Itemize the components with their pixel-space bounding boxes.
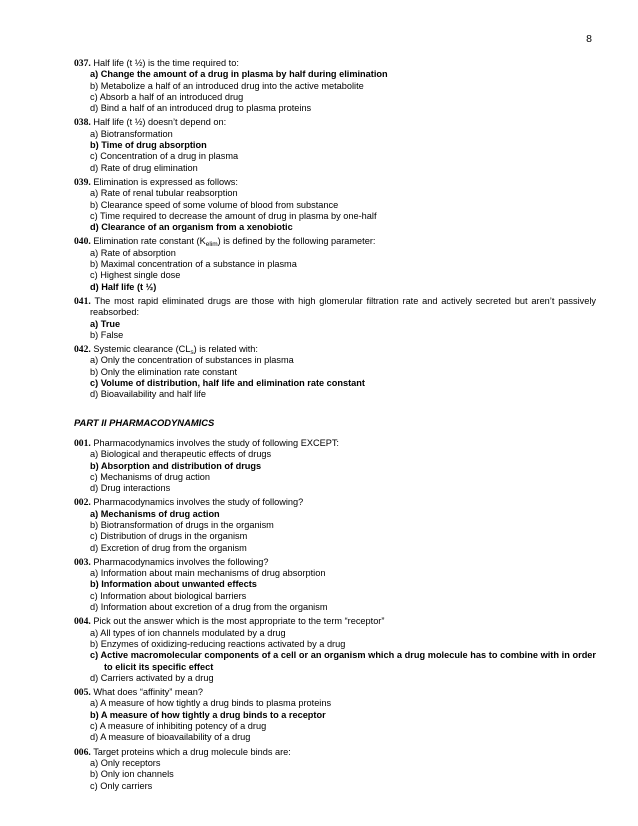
answer-option [74, 259, 596, 270]
question-text: What does “affinity” mean? [93, 687, 203, 698]
answer-option [74, 628, 596, 639]
answer-option [74, 781, 596, 792]
question-stem [74, 117, 596, 128]
answer-option [74, 602, 596, 613]
answer-option [74, 732, 596, 743]
answer-text: b) Only ion channels [90, 769, 174, 780]
question-item [74, 497, 596, 553]
answer-text: c) Absorb a half of an introduced drug [90, 91, 244, 102]
question-stem [74, 438, 596, 449]
question-item [74, 616, 596, 684]
answer-text: d) Drug interactions [90, 483, 171, 494]
answer-option [74, 355, 596, 366]
answer-option [74, 472, 596, 483]
answer-text: c) Mechanisms of drug action [90, 471, 210, 482]
answer-text: a) Biological and therapeutic effects of drugs [90, 449, 272, 460]
question-item [74, 747, 596, 792]
answer-option [74, 449, 596, 460]
answer-text: c) Highest single dose [90, 270, 181, 281]
question-subscript: elim [205, 241, 218, 249]
question-text: The most rapid eliminated drugs are those with high glomerular filtration rate and actively secreted but aren’t passively reabsorbed: [90, 295, 596, 318]
answer-text: d) Carriers activated by a drug [90, 672, 214, 683]
answer-option-correct [74, 461, 596, 472]
answer-text: b) False [90, 329, 124, 340]
answer-option [74, 758, 596, 769]
question-item [74, 344, 596, 400]
answer-text: b) Enzymes of oxidizing-reducing reactions activated by a drug [90, 638, 346, 649]
question-text: Pick out the answer which is the most appropriate to the term “receptor” [93, 616, 385, 627]
question-text: Systemic clearance (CL [93, 344, 191, 355]
question-number: 002. [74, 497, 91, 509]
answer-option [74, 81, 596, 92]
question-text: Half life (t ½) is the time required to: [93, 58, 239, 68]
question-stem [74, 557, 596, 568]
answer-text: a) Only receptors [90, 757, 161, 768]
answer-text: d) Information about excretion of a drug from the organism [90, 602, 328, 613]
answer-text: c) Distribution of drugs in the organism [90, 531, 248, 542]
question-list-part1 [74, 58, 596, 401]
question-stem [74, 58, 596, 69]
answer-option-correct [74, 69, 596, 80]
answer-option [74, 188, 596, 199]
answer-text: c) Volume of distribution, half life and elimination rate constant [90, 378, 365, 389]
answer-option [74, 591, 596, 602]
answer-text: d) Rate of drug elimination [90, 162, 198, 173]
answer-text: c) Time required to decrease the amount of drug in plasma by one-half [90, 210, 377, 221]
page-number: 8 [586, 33, 592, 45]
question-item [74, 557, 596, 613]
answer-text: a) Change the amount of a drug in plasma by half during elimination [90, 69, 388, 80]
question-item [74, 117, 596, 173]
answer-option [74, 769, 596, 780]
answer-text: b) Clearance speed of some volume of blood from substance [90, 199, 339, 210]
question-number: 040. [74, 236, 91, 248]
answer-text: b) Biotransformation of drugs in the organism [90, 519, 274, 530]
question-stem [74, 344, 596, 355]
answer-option [74, 211, 596, 222]
answer-option [74, 330, 596, 341]
answer-option [74, 389, 596, 400]
question-stem [74, 497, 596, 508]
question-number: 004. [74, 616, 91, 628]
page-content [74, 58, 596, 795]
answer-text: b) A measure of how tightly a drug binds to a receptor [90, 709, 326, 720]
answer-option-correct [74, 282, 596, 293]
answer-text: a) All types of ion channels modulated by a drug [90, 627, 286, 638]
question-number: 006. [74, 746, 91, 758]
answer-option [74, 248, 596, 259]
answer-option [74, 698, 596, 709]
answer-option [74, 673, 596, 684]
answer-text: a) Mechanisms of drug action [90, 508, 220, 519]
question-text: Elimination rate constant (K [93, 236, 206, 247]
question-item [74, 236, 596, 292]
answer-text: a) Information about main mechanisms of drug absorption [90, 568, 326, 579]
question-number: 042. [74, 344, 91, 356]
question-stem [74, 177, 596, 188]
answer-text: d) Bind a half of an introduced drug to plasma proteins [90, 103, 312, 114]
answer-option [74, 721, 596, 732]
answer-option [74, 483, 596, 494]
question-text: Elimination is expressed as follows: [93, 176, 238, 187]
answer-option [74, 200, 596, 211]
question-stem [74, 236, 596, 247]
answer-option-correct [74, 378, 596, 389]
answer-option [74, 92, 596, 103]
question-subscript: s [190, 349, 194, 357]
answer-option [74, 367, 596, 378]
answer-option [74, 568, 596, 579]
answer-option-correct [74, 710, 596, 721]
question-item [74, 438, 596, 494]
answer-text: a) A measure of how tightly a drug binds to plasma proteins [90, 698, 332, 709]
question-text-cont: ) is related with: [193, 344, 258, 355]
answer-text: a) Biotransformation [90, 128, 173, 139]
answer-option [74, 163, 596, 174]
answer-option [74, 639, 596, 650]
answer-option-correct [74, 509, 596, 520]
question-number: 037. [74, 58, 91, 69]
answer-text: c) A measure of inhibiting potency of a drug [90, 721, 267, 732]
answer-option-correct [74, 579, 596, 590]
question-item [74, 177, 596, 233]
question-number: 038. [74, 117, 91, 129]
answer-text: a) Only the concentration of substances in plasma [90, 355, 294, 366]
question-list-part2 [74, 438, 596, 792]
answer-text: d) Bioavailability and half life [90, 389, 206, 400]
question-text: Target proteins which a drug molecule binds are: [93, 746, 291, 757]
question-item [74, 687, 596, 743]
answer-text: c) Only carriers [90, 780, 153, 791]
question-text-cont: ) is defined by the following parameter: [217, 236, 376, 247]
answer-text: c) Concentration of a drug in plasma [90, 151, 239, 162]
answer-option-correct [74, 222, 596, 233]
question-stem [74, 616, 596, 627]
question-number: 001. [74, 437, 91, 449]
answer-text: b) Only the elimination rate constant [90, 366, 238, 377]
answer-text: b) Absorption and distribution of drugs [90, 460, 262, 471]
answer-option-correct [74, 319, 596, 330]
answer-text: b) Metabolize a half of an introduced drug into the active metabolite [90, 80, 364, 91]
answer-text: b) Maximal concentration of a substance in plasma [90, 259, 297, 270]
answer-text: d) A measure of bioavailability of a drug [90, 732, 251, 743]
answer-option [74, 531, 596, 542]
question-stem [74, 747, 596, 758]
question-text: Pharmacodynamics involves the study of following EXCEPT: [93, 437, 339, 448]
answer-option [74, 103, 596, 114]
question-text: Pharmacodynamics involves the following? [93, 556, 269, 567]
answer-option [74, 543, 596, 554]
answer-option-correct [74, 650, 596, 673]
question-stem [74, 296, 596, 319]
answer-text: c) Information about biological barriers [90, 590, 247, 601]
question-number: 039. [74, 176, 91, 188]
question-text: Half life (t ½) doesn’t depend on: [93, 117, 227, 128]
answer-text: d) Excretion of drug from the organism [90, 542, 247, 553]
answer-text: d) Half life (t ½) [90, 281, 157, 292]
question-stem [74, 687, 596, 698]
question-number: 003. [74, 556, 91, 568]
answer-text: a) True [90, 318, 121, 329]
answer-text: b) Time of drug absorption [90, 140, 207, 151]
question-item [74, 58, 596, 114]
answer-text: d) Clearance of an organism from a xenobiotic [90, 222, 293, 233]
question-item [74, 296, 596, 341]
question-number: 005. [74, 687, 91, 699]
answer-option [74, 520, 596, 531]
answer-option-correct [74, 140, 596, 151]
question-text: Pharmacodynamics involves the study of following? [93, 497, 304, 508]
answer-option [74, 270, 596, 281]
answer-text: a) Rate of renal tubular reabsorption [90, 188, 238, 199]
answer-text: a) Rate of absorption [90, 247, 176, 258]
question-number: 041. [74, 295, 91, 307]
answer-option [74, 129, 596, 140]
answer-text: b) Information about unwanted effects [90, 579, 257, 590]
part-heading: PART II PHARMACODYNAMICS [74, 416, 215, 428]
answer-option [74, 151, 596, 162]
answer-text: c) Active macromolecular components of a cell or an organism which a drug molecule has to combine with in order to elicit its specific effect [90, 650, 596, 672]
